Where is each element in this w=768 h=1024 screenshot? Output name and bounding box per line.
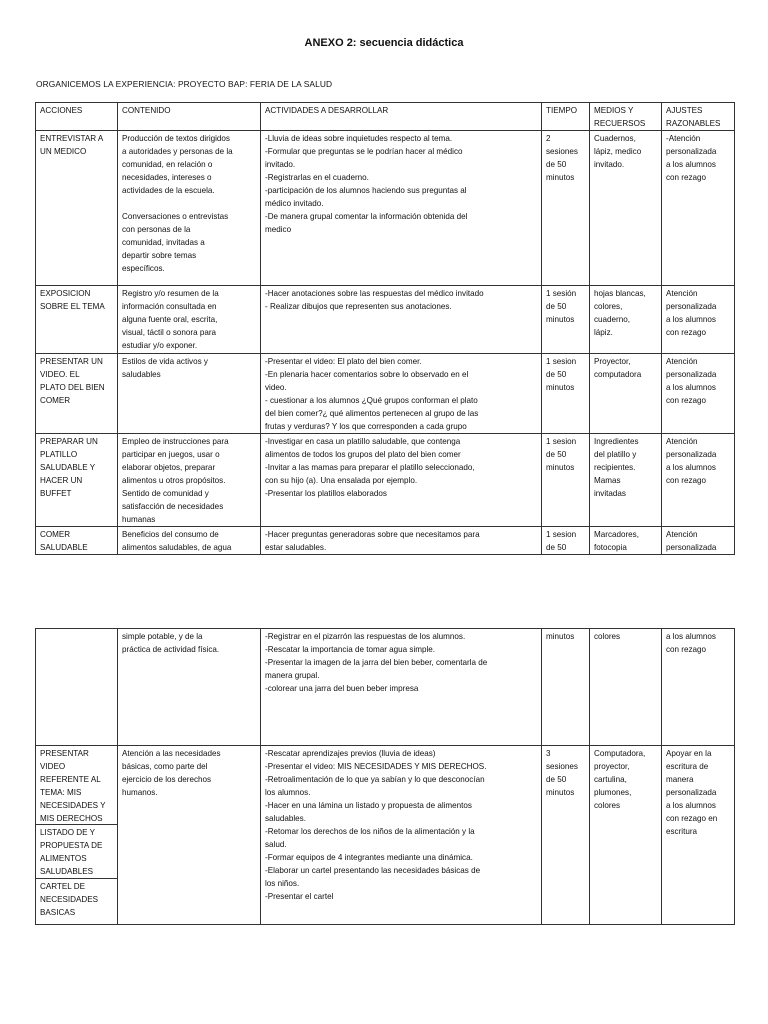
row-contenido-cell <box>118 434 261 527</box>
cont-row-medios-cell <box>590 629 662 746</box>
row-medios-cell <box>590 131 662 286</box>
ajustes-line: a los alumnos <box>666 801 716 810</box>
contenido-line: básicas, como parte del <box>122 762 208 771</box>
ajustes-line: a los alumnos <box>666 383 716 392</box>
actividades-line: los niños. <box>265 879 300 888</box>
table-row <box>36 629 735 746</box>
row-ajustes-cell <box>662 131 735 286</box>
contenido-line: estudiar y/o exponer. <box>122 341 198 350</box>
actividades-line: -Presentar la imagen de la jarra del bien beber, comentarla de <box>265 658 488 667</box>
acciones-line: SOBRE EL TEMA <box>40 302 105 311</box>
action-line: PROPUESTA DE <box>40 841 103 850</box>
cont-row-contenido-cell <box>118 746 261 925</box>
acciones-line: EXPOSICION <box>40 289 91 298</box>
contenido-line <box>122 197 256 210</box>
medios-line: cartulina, <box>594 775 627 784</box>
row-ajustes-cell <box>662 286 735 354</box>
sequence-table-continued <box>35 628 735 925</box>
action-line: VIDEO <box>40 762 66 771</box>
tiempo-line: de 50 <box>546 160 567 169</box>
row-acciones-cell <box>36 354 118 434</box>
medios-line: Cuadernos, <box>594 134 636 143</box>
contenido-line: Estilos de vida activos y <box>122 357 208 366</box>
ajustes-line: Atención <box>666 530 698 539</box>
ajustes-line: personalizada <box>666 302 717 311</box>
table-row <box>36 434 735 527</box>
medios-line: colores <box>594 801 621 810</box>
row-ajustes-cell <box>662 527 735 555</box>
cont-row-acciones-cell <box>36 629 118 746</box>
contenido-line: humanos. <box>122 788 158 797</box>
row-medios-cell <box>590 354 662 434</box>
action-line: PRESENTAR <box>40 749 89 758</box>
row-contenido-cell <box>118 286 261 354</box>
contenido-line: Sentido de comunidad y <box>122 489 209 498</box>
actividades-line: -Formar equipos de 4 integrantes mediante una dinámica. <box>265 853 473 862</box>
acciones-line: PLATO DEL BIEN <box>40 383 105 392</box>
contenido-line: específicos. <box>122 264 165 273</box>
medios-line: fotocopia <box>594 543 627 552</box>
actividades-line: salud. <box>265 840 287 849</box>
action-block <box>36 878 117 924</box>
medios-line: invitadas <box>594 489 626 498</box>
action-line: MIS DERECHOS <box>40 814 103 823</box>
acciones-line: HACER UN <box>40 476 83 485</box>
tiempo-line: sesiones <box>546 147 578 156</box>
actividades-line: del bien comer?¿ qué alimentos pertenecen al grupo de las <box>265 409 479 418</box>
medios-line: recipientes. <box>594 463 636 472</box>
contenido-line: alimentos saludables, de agua <box>122 543 232 552</box>
actividades-line: - cuestionar a los alumnos ¿Qué grupos conforman el plato <box>265 396 478 405</box>
ajustes-line: escritura <box>666 827 698 836</box>
medios-line: Marcadores, <box>594 530 639 539</box>
acciones-line: PRESENTAR UN <box>40 357 103 366</box>
medios-line: del platillo y <box>594 450 637 459</box>
actividades-line: -Lluvia de ideas sobre inquietudes respecto al tema. <box>265 134 453 143</box>
contenido-line: Empleo de instrucciones para <box>122 437 229 446</box>
sequence-table <box>35 102 735 555</box>
table-row <box>36 286 735 354</box>
contenido-line: elaborar objetos, preparar <box>122 463 216 472</box>
ajustes-line: a los alumnos <box>666 463 716 472</box>
medios-line: colores <box>594 632 621 641</box>
cont-row-ajustes-cell <box>662 629 735 746</box>
tiempo-line: minutos <box>546 788 575 797</box>
cont-row-actividades-cell <box>261 746 542 925</box>
contenido-line: Conversaciones o entrevistas <box>122 212 229 221</box>
ajustes-line: Atención <box>666 437 698 446</box>
contenido-line: Registro y/o resumen de la <box>122 289 219 298</box>
ajustes-line: con rezago <box>666 396 707 405</box>
actividades-line: -De manera grupal comentar la información obtenida del <box>265 212 468 221</box>
acciones-line: BUFFET <box>40 489 72 498</box>
medios-line: invitado. <box>594 160 625 169</box>
contenido-line: ejercicio de los derechos <box>122 775 212 784</box>
contenido-line: actividades de la escuela. <box>122 186 215 195</box>
actividades-line: -Hacer anotaciones sobre las respuestas del médico invitado <box>265 289 484 298</box>
contenido-line: saludables <box>122 370 161 379</box>
tiempo-line: de 50 <box>546 370 567 379</box>
contenido-line: humanas <box>122 515 156 524</box>
ajustes-line: con rezago <box>666 645 707 654</box>
actividades-line: video. <box>265 383 287 392</box>
ajustes-line: Atención <box>666 357 698 366</box>
tiempo-line: de 50 <box>546 450 567 459</box>
row-tiempo-cell <box>542 286 590 354</box>
actividades-line: -Investigar en casa un platillo saludable, que contenga <box>265 437 461 446</box>
action-block <box>36 746 117 824</box>
ajustes-line: personalizada <box>666 788 717 797</box>
contenido-line: departir sobre temas <box>122 251 197 260</box>
ajustes-line: a los alumnos <box>666 315 716 324</box>
contenido-line: necesidades, intereses o <box>122 173 212 182</box>
actividades-line: los alumnos. <box>265 788 311 797</box>
header-tiempo: TIEMPO <box>542 103 590 131</box>
actividades-line: frutas y verduras? Y los que corresponden a cada grupo <box>265 422 467 431</box>
contenido-line: alimentos u otros propósitos. <box>122 476 226 485</box>
actividades-line: -Rescatar aprendizajes previos (lluvia de ideas) <box>265 749 436 758</box>
ajustes-line: con rezago <box>666 476 707 485</box>
actividades-line: -colorear una jarra del buen beber impresa <box>265 684 419 693</box>
ajustes-line: a los alumnos <box>666 632 716 641</box>
medios-line: proyector, <box>594 762 630 771</box>
tiempo-line: minutos <box>546 173 575 182</box>
action-line: BASICAS <box>40 908 76 917</box>
tiempo-line: 3 <box>546 749 551 758</box>
acciones-line: PLATILLO <box>40 450 78 459</box>
contenido-line: comunidad, en relación o <box>122 160 213 169</box>
header-acciones: ACCIONES <box>36 103 118 131</box>
actividades-line: -En plenaria hacer comentarios sobre lo observado en el <box>265 370 469 379</box>
row-actividades-cell <box>261 131 542 286</box>
tiempo-line: minutos <box>546 315 575 324</box>
document-title: ANEXO 2: secuencia didáctica <box>304 37 464 49</box>
action-line: ALIMENTOS <box>40 854 87 863</box>
actividades-line: -Presentar los platillos elaborados <box>265 489 387 498</box>
contenido-line: participar en juegos, usar o <box>122 450 220 459</box>
actividades-line: invitado. <box>265 160 296 169</box>
row-acciones-cell <box>36 286 118 354</box>
actividades-line: con su hijo (a). Una ensalada por ejemplo. <box>265 476 418 485</box>
actividades-line: -Retroalimentación de lo que ya sabían y lo que desconocían <box>265 775 485 784</box>
row-ajustes-cell <box>662 354 735 434</box>
header-medios: MEDIOS Y RECUERSOS <box>590 103 662 131</box>
row-acciones-cell <box>36 131 118 286</box>
acciones-line: UN MEDICO <box>40 147 87 156</box>
row-actividades-cell <box>261 354 542 434</box>
row-medios-cell <box>590 527 662 555</box>
cont-row-ajustes-cell <box>662 746 735 925</box>
medios-line: Ingredientes <box>594 437 639 446</box>
ajustes-line: a los alumnos <box>666 160 716 169</box>
actividades-line: -Hacer preguntas generadoras sobre que necesitamos para <box>265 530 480 539</box>
action-line: REFERENTE AL <box>40 775 101 784</box>
action-block <box>36 824 117 878</box>
actividades-line: -Formular que preguntas se le podrían hacer al médico <box>265 147 463 156</box>
contenido-line: con personas de la <box>122 225 191 234</box>
medios-line: Proyector, <box>594 357 631 366</box>
contenido-line: alguna fuente oral, escrita, <box>122 315 218 324</box>
actividades-line: -Retomar los derechos de los niños de la alimentación y la <box>265 827 475 836</box>
row-actividades-cell <box>261 286 542 354</box>
tiempo-line: minutos <box>546 463 575 472</box>
cont-row-actividades-cell <box>261 629 542 746</box>
row-acciones-cell <box>36 434 118 527</box>
cont-row-contenido-cell <box>118 629 261 746</box>
action-line: TEMA: MIS <box>40 788 82 797</box>
contenido-line: comunidad, invitadas a <box>122 238 205 247</box>
table-header-row <box>36 103 735 131</box>
header-contenido: CONTENIDO <box>118 103 261 131</box>
row-ajustes-cell <box>662 434 735 527</box>
medios-line: Mamas <box>594 476 621 485</box>
actividades-line: - Realizar dibujos que representen sus anotaciones. <box>265 302 452 311</box>
actividades-line: estar saludables. <box>265 543 327 552</box>
row-tiempo-cell <box>542 434 590 527</box>
row-contenido-cell <box>118 131 261 286</box>
cont-row-tiempo-cell <box>542 746 590 925</box>
contenido-line: Beneficios del consumo de <box>122 530 219 539</box>
actividades-line: -participación de los alumnos haciendo sus preguntas al <box>265 186 467 195</box>
table-row <box>36 746 735 925</box>
row-contenido-cell <box>118 354 261 434</box>
medios-line: Computadora, <box>594 749 646 758</box>
actividades-line: -Hacer en una lámina un listado y propuesta de alimentos <box>265 801 472 810</box>
ajustes-line: Atención <box>666 289 698 298</box>
acciones-line: SALUDABLE Y <box>40 463 96 472</box>
ajustes-line: escritura de <box>666 762 709 771</box>
medios-line: computadora <box>594 370 642 379</box>
ajustes-line: personalizada <box>666 147 717 156</box>
contenido-line: simple potable, y de la <box>122 632 203 641</box>
ajustes-line: personalizada <box>666 450 717 459</box>
medios-line: lápiz. <box>594 328 613 337</box>
row-tiempo-cell <box>542 131 590 286</box>
ajustes-line: con rezago <box>666 328 707 337</box>
ajustes-line: manera <box>666 775 694 784</box>
medios-line: plumones, <box>594 788 632 797</box>
action-line: NECESIDADES <box>40 895 99 904</box>
actividades-line: -Rescatar la importancia de tomar agua simple. <box>265 645 436 654</box>
actividades-line: -Invitar a las mamas para preparar el platillo seleccionado, <box>265 463 475 472</box>
acciones-line: ENTREVISTAR A <box>40 134 104 143</box>
actividades-line: alimentos de todos los grupos del plato del bien comer <box>265 450 461 459</box>
medios-line: cuaderno, <box>594 315 630 324</box>
acciones-line: PREPARAR UN <box>40 437 98 446</box>
actividades-line: medico <box>265 225 292 234</box>
acciones-line: COMER <box>40 396 71 405</box>
contenido-line: Atención a las necesidades <box>122 749 221 758</box>
contenido-line: práctica de actividad física. <box>122 645 220 654</box>
actividades-line: -Presentar el video: MIS NECESIDADES Y MIS DERECHOS. <box>265 762 487 771</box>
tiempo-line: 1 sesión <box>546 289 577 298</box>
action-line: CARTEL DE <box>40 882 85 891</box>
medios-line: hojas blancas, <box>594 289 646 298</box>
contenido-line: satisfacción de necesidades <box>122 502 224 511</box>
ajustes-line: con rezago en <box>666 814 718 823</box>
action-line: SALUDABLES <box>40 867 94 876</box>
table-row <box>36 527 735 555</box>
contenido-line: a autoridades y personas de la <box>122 147 233 156</box>
actividades-line: -Elaborar un cartel presentando las necesidades básicas de <box>265 866 481 875</box>
header-actividades: ACTIVIDADES A DESARROLLAR <box>261 103 542 131</box>
row-acciones-cell <box>36 527 118 555</box>
action-line: NECESIDADES Y <box>40 801 106 810</box>
header-ajustes: AJUSTES RAZONABLES <box>662 103 735 131</box>
row-tiempo-cell <box>542 354 590 434</box>
actividades-line: manera grupal. <box>265 671 320 680</box>
tiempo-line: sesiones <box>546 762 578 771</box>
ajustes-line: Apoyar en la <box>666 749 712 758</box>
medios-line: lápiz, medico <box>594 147 642 156</box>
row-medios-cell <box>590 434 662 527</box>
acciones-line: COMER <box>40 530 71 539</box>
tiempo-line: 1 sesion <box>546 437 577 446</box>
tiempo-line: 1 sesion <box>546 530 577 539</box>
actividades-line: médico invitado. <box>265 199 324 208</box>
ajustes-line: -Atención <box>666 134 701 143</box>
tiempo-line: de 50 <box>546 302 567 311</box>
table-row <box>36 354 735 434</box>
actividades-line: -Presentar el video: El plato del bien comer. <box>265 357 422 366</box>
project-subtitle: ORGANICEMOS LA EXPERIENCIA: PROYECTO BAP: FERIA DE LA SALUD <box>36 79 333 89</box>
table-row <box>36 131 735 286</box>
acciones-line: VIDEO. EL <box>40 370 80 379</box>
row-tiempo-cell <box>542 527 590 555</box>
tiempo-line: minutos <box>546 632 575 641</box>
cont-row-medios-cell <box>590 746 662 925</box>
row-actividades-cell <box>261 434 542 527</box>
contenido-line: Producción de textos dirigidos <box>122 134 230 143</box>
tiempo-line: minutos <box>546 383 575 392</box>
actividades-line: -Presentar el cartel <box>265 892 334 901</box>
tiempo-line: 1 sesion <box>546 357 577 366</box>
actividades-line: saludables. <box>265 814 306 823</box>
ajustes-line: personalizada <box>666 543 717 552</box>
action-line: LISTADO DE Y <box>40 828 96 837</box>
actividades-line: -Registrarlas en el cuaderno. <box>265 173 369 182</box>
tiempo-line: de 50 <box>546 543 567 552</box>
contenido-line: información consultada en <box>122 302 217 311</box>
cont-row-acciones-cell <box>36 746 118 925</box>
acciones-line: SALUDABLE <box>40 543 88 552</box>
ajustes-line: con rezago <box>666 173 707 182</box>
tiempo-line: 2 <box>546 134 551 143</box>
row-medios-cell <box>590 286 662 354</box>
ajustes-line: personalizada <box>666 370 717 379</box>
actividades-line: -Registrar en el pizarrón las respuestas de los alumnos. <box>265 632 466 641</box>
cont-row-tiempo-cell <box>542 629 590 746</box>
row-actividades-cell <box>261 527 542 555</box>
tiempo-line: de 50 <box>546 775 567 784</box>
medios-line: colores, <box>594 302 623 311</box>
contenido-line: visual, táctil o sonora para <box>122 328 217 337</box>
row-contenido-cell <box>118 527 261 555</box>
